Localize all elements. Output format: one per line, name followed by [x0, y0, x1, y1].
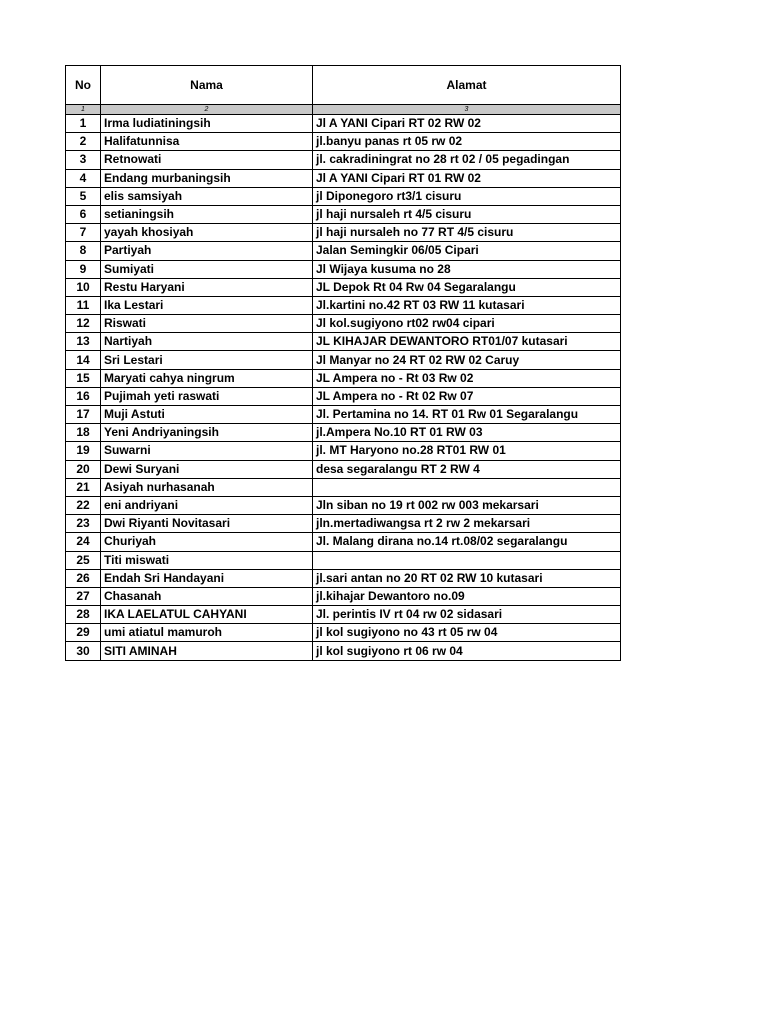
name-cell: Yeni Andriyaningsih	[101, 424, 313, 442]
row-number-cell: 22	[66, 496, 101, 514]
row-number-cell: 26	[66, 569, 101, 587]
table-row	[66, 351, 621, 369]
name-cell: eni andriyani	[101, 496, 313, 514]
name-cell: Dewi Suryani	[101, 460, 313, 478]
table-row	[66, 369, 621, 387]
table-row	[66, 569, 621, 587]
row-number-cell: 4	[66, 169, 101, 187]
spreadsheet-page	[65, 65, 621, 661]
name-cell: Halifatunnisa	[101, 133, 313, 151]
table-row	[66, 387, 621, 405]
name-cell: Restu Haryani	[101, 278, 313, 296]
table-header	[66, 66, 621, 115]
address-cell: jl kol sugiyono no 43 rt 05 rw 04	[313, 624, 621, 642]
table-row	[66, 224, 621, 242]
name-cell: umi atiatul mamuroh	[101, 624, 313, 642]
row-number-cell: 7	[66, 224, 101, 242]
address-cell: jln.mertadiwangsa rt 2 rw 2 mekarsari	[313, 515, 621, 533]
name-cell: SITI AMINAH	[101, 642, 313, 660]
name-cell: Pujimah yeti raswati	[101, 387, 313, 405]
row-number-cell: 14	[66, 351, 101, 369]
row-number-cell: 27	[66, 587, 101, 605]
address-cell: jl. MT Haryono no.28 RT01 RW 01	[313, 442, 621, 460]
name-cell: yayah khosiyah	[101, 224, 313, 242]
name-cell: Churiyah	[101, 533, 313, 551]
address-cell: Jln siban no 19 rt 002 rw 003 mekarsari	[313, 496, 621, 514]
name-cell: Retnowati	[101, 151, 313, 169]
name-cell: Nartiyah	[101, 333, 313, 351]
table-row	[66, 496, 621, 514]
row-number-cell: 29	[66, 624, 101, 642]
column-index-row	[66, 105, 621, 115]
name-cell: Suwarni	[101, 442, 313, 460]
row-number-cell: 24	[66, 533, 101, 551]
table-row	[66, 587, 621, 605]
address-cell: jl haji nursaleh rt 4/5 cisuru	[313, 205, 621, 223]
address-cell	[313, 551, 621, 569]
table-row	[66, 406, 621, 424]
name-cell: elis samsiyah	[101, 187, 313, 205]
address-cell	[313, 478, 621, 496]
table-row	[66, 278, 621, 296]
row-number-cell: 17	[66, 406, 101, 424]
address-cell: Jl Wijaya kusuma no 28	[313, 260, 621, 278]
table-row	[66, 169, 621, 187]
address-cell: JL Ampera no - Rt 03 Rw 02	[313, 369, 621, 387]
table-body	[66, 115, 621, 661]
row-number-cell: 10	[66, 278, 101, 296]
column-index-2: 2	[101, 105, 313, 115]
data-table	[65, 65, 621, 661]
address-cell: JL KIHAJAR DEWANTORO RT01/07 kutasari	[313, 333, 621, 351]
table-row	[66, 515, 621, 533]
name-cell: Ika Lestari	[101, 296, 313, 314]
address-cell: Jl. Pertamina no 14. RT 01 Rw 01 Segaralangu	[313, 406, 621, 424]
row-number-cell: 18	[66, 424, 101, 442]
table-row	[66, 133, 621, 151]
name-cell: Muji Astuti	[101, 406, 313, 424]
header-no: No	[66, 66, 101, 105]
header-alamat: Alamat	[313, 66, 621, 105]
row-number-cell: 21	[66, 478, 101, 496]
table-row	[66, 424, 621, 442]
header-row	[66, 66, 621, 105]
table-row	[66, 242, 621, 260]
row-number-cell: 11	[66, 296, 101, 314]
name-cell: Sri Lestari	[101, 351, 313, 369]
name-cell: Irma ludiatiningsih	[101, 115, 313, 133]
row-number-cell: 25	[66, 551, 101, 569]
table-row	[66, 442, 621, 460]
table-row	[66, 260, 621, 278]
name-cell: Maryati cahya ningrum	[101, 369, 313, 387]
header-nama: Nama	[101, 66, 313, 105]
address-cell: JL Ampera no - Rt 02 Rw 07	[313, 387, 621, 405]
row-number-cell: 5	[66, 187, 101, 205]
name-cell: Partiyah	[101, 242, 313, 260]
table-row	[66, 315, 621, 333]
address-cell: jl.banyu panas rt 05 rw 02	[313, 133, 621, 151]
name-cell: Riswati	[101, 315, 313, 333]
row-number-cell: 20	[66, 460, 101, 478]
name-cell: IKA LAELATUL CAHYANI	[101, 606, 313, 624]
address-cell: Jl. Malang dirana no.14 rt.08/02 segaralangu	[313, 533, 621, 551]
row-number-cell: 16	[66, 387, 101, 405]
row-number-cell: 12	[66, 315, 101, 333]
table-row	[66, 187, 621, 205]
row-number-cell: 28	[66, 606, 101, 624]
address-cell: jl.Ampera No.10 RT 01 RW 03	[313, 424, 621, 442]
table-row	[66, 115, 621, 133]
row-number-cell: 30	[66, 642, 101, 660]
row-number-cell: 8	[66, 242, 101, 260]
row-number-cell: 6	[66, 205, 101, 223]
address-cell: Jl A YANI Cipari RT 02 RW 02	[313, 115, 621, 133]
table-row	[66, 460, 621, 478]
name-cell: Dwi Riyanti Novitasari	[101, 515, 313, 533]
table-row	[66, 533, 621, 551]
row-number-cell: 1	[66, 115, 101, 133]
address-cell: jl kol sugiyono rt 06 rw 04	[313, 642, 621, 660]
table-row	[66, 551, 621, 569]
row-number-cell: 3	[66, 151, 101, 169]
row-number-cell: 9	[66, 260, 101, 278]
table-row	[66, 151, 621, 169]
row-number-cell: 19	[66, 442, 101, 460]
table-row	[66, 296, 621, 314]
address-cell: jl Diponegoro rt3/1 cisuru	[313, 187, 621, 205]
table-row	[66, 606, 621, 624]
row-number-cell: 23	[66, 515, 101, 533]
address-cell: Jl. perintis IV rt 04 rw 02 sidasari	[313, 606, 621, 624]
name-cell: Endang murbaningsih	[101, 169, 313, 187]
table-row	[66, 642, 621, 660]
name-cell: Titi miswati	[101, 551, 313, 569]
row-number-cell: 15	[66, 369, 101, 387]
address-cell: Jl A YANI Cipari RT 01 RW 02	[313, 169, 621, 187]
address-cell: Jl Manyar no 24 RT 02 RW 02 Caruy	[313, 351, 621, 369]
address-cell: jl.sari antan no 20 RT 02 RW 10 kutasari	[313, 569, 621, 587]
row-number-cell: 13	[66, 333, 101, 351]
column-index-3: 3	[313, 105, 621, 115]
name-cell: Sumiyati	[101, 260, 313, 278]
name-cell: Asiyah nurhasanah	[101, 478, 313, 496]
column-index-1: 1	[66, 105, 101, 115]
address-cell: Jl kol.sugiyono rt02 rw04 cipari	[313, 315, 621, 333]
address-cell: desa segaralangu RT 2 RW 4	[313, 460, 621, 478]
table-row	[66, 333, 621, 351]
table-row	[66, 478, 621, 496]
table-row	[66, 205, 621, 223]
address-cell: Jalan Semingkir 06/05 Cipari	[313, 242, 621, 260]
table-row	[66, 624, 621, 642]
address-cell: jl haji nursaleh no 77 RT 4/5 cisuru	[313, 224, 621, 242]
name-cell: Endah Sri Handayani	[101, 569, 313, 587]
address-cell: Jl.kartini no.42 RT 03 RW 11 kutasari	[313, 296, 621, 314]
address-cell: JL Depok Rt 04 Rw 04 Segaralangu	[313, 278, 621, 296]
row-number-cell: 2	[66, 133, 101, 151]
address-cell: jl. cakradiningrat no 28 rt 02 / 05 pegadingan	[313, 151, 621, 169]
name-cell: setianingsih	[101, 205, 313, 223]
address-cell: jl.kihajar Dewantoro no.09	[313, 587, 621, 605]
name-cell: Chasanah	[101, 587, 313, 605]
